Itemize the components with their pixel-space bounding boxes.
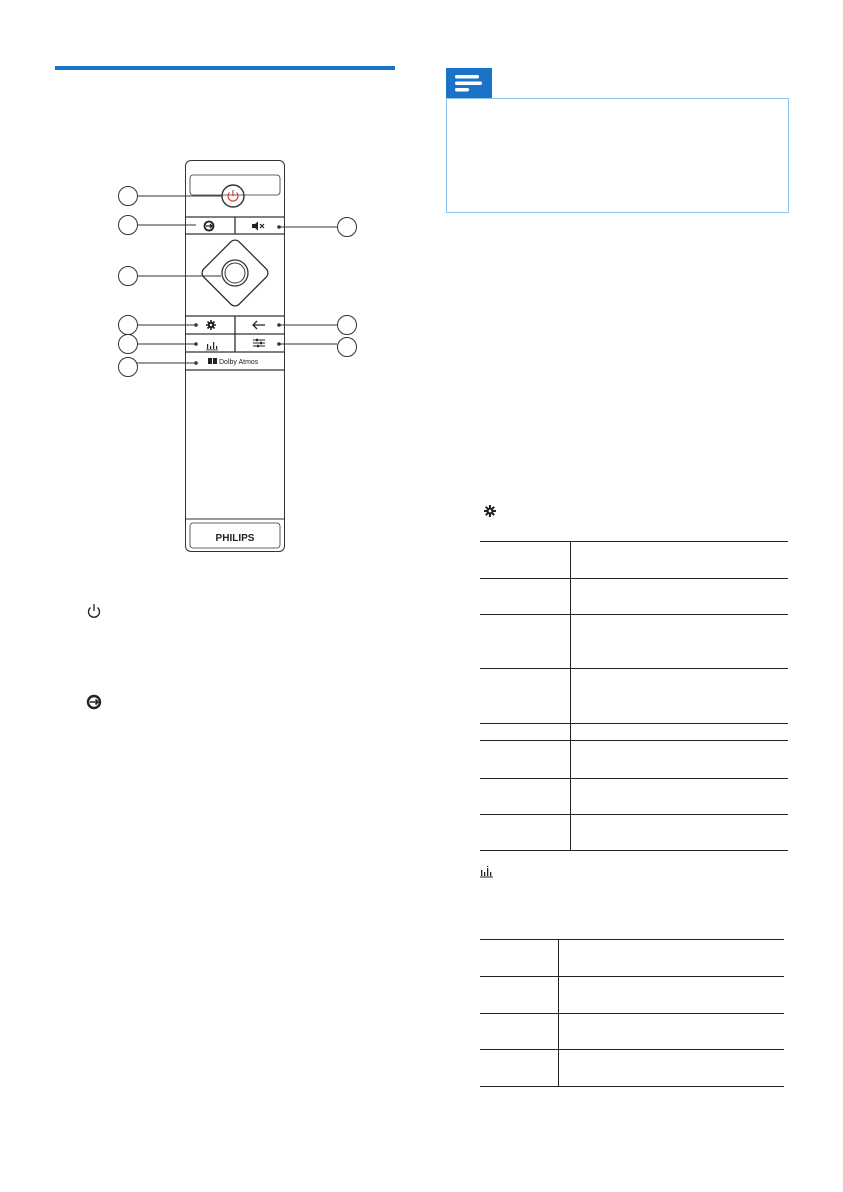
callout-9 [337, 337, 357, 357]
settings-table-rule [480, 668, 788, 669]
remote-mute-button [252, 222, 264, 231]
callout-3 [118, 266, 138, 286]
remote-eq-button [253, 339, 265, 347]
remote-settings-button [206, 320, 216, 330]
callout-4 [118, 315, 138, 335]
gear-icon [483, 504, 497, 518]
remote-sound-mode-button [206, 342, 218, 350]
remote-back-button [253, 321, 265, 329]
callout-1 [118, 186, 138, 206]
dolby-label: Dolby Atmos [219, 359, 259, 366]
eq-table-rule [480, 1086, 784, 1087]
source-icon [86, 694, 102, 710]
power-icon [86, 602, 102, 620]
settings-table-rule [480, 541, 788, 542]
settings-table-rule [480, 740, 788, 741]
remote-source-button [205, 222, 214, 231]
eq-table-divider [558, 939, 559, 1086]
settings-table-rule [480, 578, 788, 579]
settings-table-rule [480, 850, 788, 851]
callout-6 [118, 357, 138, 377]
settings-table-rule [480, 814, 788, 815]
remote-dolby-button [208, 358, 217, 364]
settings-table-rule [480, 778, 788, 779]
eq-table-rule [480, 939, 784, 940]
eq-table-rule [480, 1013, 784, 1014]
callout-7 [337, 217, 357, 237]
settings-table-rule [480, 614, 788, 615]
callout-5 [118, 334, 138, 354]
callout-8 [337, 315, 357, 335]
equalizer-icon [480, 866, 494, 878]
eq-table-rule [480, 1049, 784, 1050]
callout-2 [118, 215, 138, 235]
eq-table-rule [480, 976, 784, 977]
settings-table-divider [570, 541, 571, 850]
remote-dpad [200, 238, 271, 309]
remote-brand-logo: PHILIPS [215, 533, 255, 544]
remote-power-button [222, 185, 244, 207]
settings-table-rule [480, 723, 788, 724]
